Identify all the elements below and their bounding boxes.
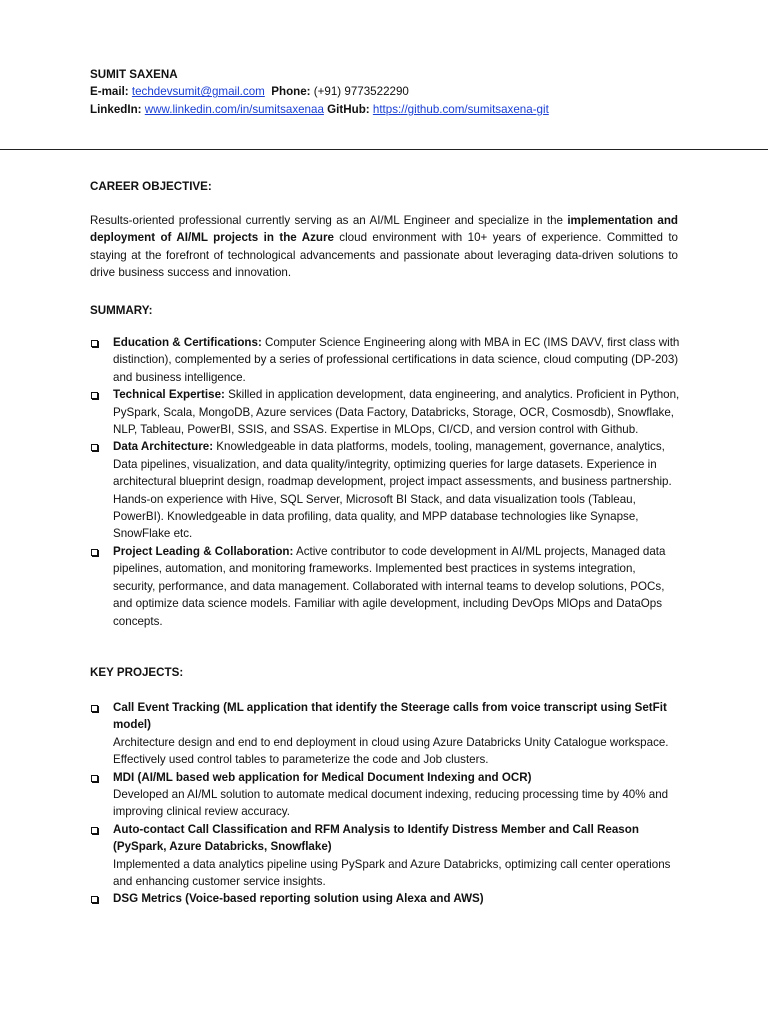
linkedin-link[interactable]: www.linkedin.com/in/sumitsaxenaa — [144, 102, 324, 116]
square-bullet-icon — [91, 896, 98, 903]
email-label: E-mail: — [90, 85, 129, 99]
summary-heading: SUMMARY: — [90, 304, 153, 317]
candidate-name: SUMIT SAXENA — [90, 68, 178, 81]
square-bullet-icon — [91, 775, 98, 782]
summary-item-text: Computer Science Engineering along with MBA in EC (IMS DAVV, first class with distinction), complemented by a series of professional certifications in data science, cloud computing (DP-203) and business intelligence. — [113, 336, 680, 384]
projects-list — [90, 699, 680, 908]
summary-item-label: Education & Certifications: — [113, 336, 262, 349]
github-label: GitHub: — [327, 102, 370, 116]
summary-item-label: Technical Expertise: — [113, 388, 225, 402]
project-title: Auto-contact Call Classification and RFM Analysis to Identify Distress Member and Call Reason (PySpark, Azure Databricks, Snowflake) — [113, 822, 639, 854]
square-bullet-icon — [91, 705, 98, 712]
square-bullet-icon — [91, 392, 98, 399]
summary-item-text: Knowledgeable in data platforms, models, tooling, management, governance, analytics, Data pipelines, visualization, and data quality/integrity, optimizing queries for large datasets. Experience in architectural blueprint design, roadmap development, project impact assessments, and business partnership. Hands-on experience with Hive, SQL Server, Microsoft BI Stack, and data visualization tools (Tableau, PowerBI). Knowledgeable in data profiling, data quality, and MPP database technologies like Synapse, SnowFlake etc. — [113, 440, 672, 541]
project-item — [90, 699, 680, 769]
career-objective-heading: CAREER OBJECTIVE: — [90, 180, 212, 193]
email-link[interactable]: techdevsumit@gmail.com — [131, 85, 265, 99]
key-projects-heading: KEY PROJECTS: — [90, 666, 184, 679]
project-item — [90, 821, 680, 891]
summary-item-text: Skilled in application development, data engineering, and analytics. Proficient in Python, PySpark, Scala, MongoDB, Azure services (Data Factory, Databricks, Storage, OCR, Cosmosdb), Snowflake, NLP, Tableau, PowerBI, SSIS, and SSAS. Expertise in MLOps, CI/CD, and version control with Github. — [113, 388, 680, 437]
project-description: Implemented a data analytics pipeline using PySpark and Azure Databricks, optimizing call center operations and enhancing customer service insights. — [113, 857, 671, 889]
summary-list — [90, 334, 680, 630]
contact-header — [90, 66, 730, 118]
project-title: MDI (AI/ML based web application for Medical Document Indexing and OCR) — [113, 770, 532, 784]
career-text-bold: implementation and deployment of AI/ML projects in the Azure — [90, 214, 678, 245]
project-description: Developed an AI/ML solution to automate medical document indexing, reducing processing time by 40% and improving clinical review accuracy. — [113, 788, 669, 819]
summary-item — [90, 438, 680, 542]
summary-item-label: Data Architecture: — [113, 440, 214, 454]
project-description: Architecture design and end to end deployment in cloud using Azure Databricks Unity Catalogue workspace. Effectively used control tables to parameterize the code and Job clusters. — [113, 735, 669, 767]
square-bullet-icon — [91, 340, 98, 347]
github-link[interactable]: https://github.com/sumitsaxena-git — [372, 102, 549, 116]
linkedin-label: LinkedIn: — [90, 102, 142, 116]
header-divider — [0, 149, 768, 150]
summary-item-text: Active contributor to code development in AI/ML projects, Managed data pipelines, automation, and monitoring frameworks. Implemented best practices in systems integration, security, performance, and data management. Collaborated with internal teams to develop solutions, POCs, and optimize data science models. Familiar with agile development, including DevOps MlOps and DataOps concepts. — [113, 544, 666, 628]
phone-label: Phone: — [271, 85, 311, 99]
career-text-a: Results-oriented professional currently serving as an AI/ML Engineer and specialize in the — [90, 214, 568, 227]
career-text-b: cloud environment with 10+ years of experience. Committed to staying at the forefront of technological advancements and passionate about leveraging data-driven solutions to drive business success and innovation. — [90, 231, 678, 280]
square-bullet-icon — [91, 549, 98, 556]
square-bullet-icon — [91, 827, 98, 834]
project-title: DSG Metrics (Voice-based reporting solution using Alexa and AWS) — [113, 892, 484, 906]
summary-item — [90, 334, 680, 386]
summary-item — [90, 543, 680, 630]
summary-item-label: Project Leading & Collaboration: — [113, 544, 294, 558]
square-bullet-icon — [91, 444, 98, 451]
career-objective-text — [90, 212, 678, 282]
project-item — [90, 769, 680, 821]
project-title: Call Event Tracking (ML application that identify the Steerage calls from voice transcript using SetFit model) — [113, 701, 667, 732]
phone-number: (+91) 9773522290 — [313, 85, 409, 99]
summary-item — [90, 386, 680, 438]
project-item — [90, 890, 680, 907]
